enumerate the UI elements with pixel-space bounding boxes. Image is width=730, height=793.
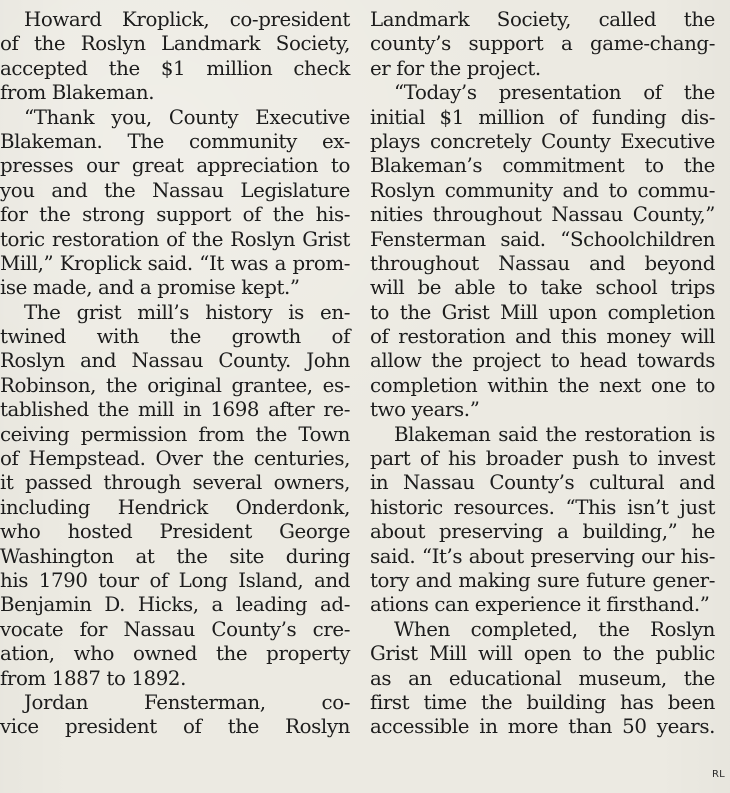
article-line: county’s support a game-chang- (370, 32, 715, 56)
article-line: as an educational museum, the (370, 666, 715, 690)
article-line: accessible in more than 50 years. (370, 715, 715, 739)
article-line: ise made, and a promise kept.” (0, 276, 300, 300)
article-line: said. “It’s about preserving our his- (370, 544, 715, 568)
article-line: ation, who owned the property (0, 642, 350, 666)
article-column-right (370, 0, 715, 740)
article-line: Washington at the site during (0, 544, 350, 568)
article-line: The grist mill’s history is en- (24, 300, 350, 324)
article-line: vocate for Nassau County’s cre- (0, 617, 350, 641)
article-line: from 1887 to 1892. (0, 666, 187, 690)
article-line: about preserving a building,” he (370, 520, 715, 544)
article-line: Roslyn and Nassau County. John (0, 349, 350, 373)
article-line: Blakeman. The community ex- (0, 129, 350, 153)
article-line: for the strong support of the his- (0, 203, 350, 227)
article-line: Mill,” Kroplick said. “It was a prom- (0, 251, 350, 275)
article-line: Grist Mill will open to the public (370, 642, 715, 666)
article-line: will be able to take school trips (370, 276, 715, 300)
article-line: two years.” (370, 398, 480, 422)
article-line: Jordan Fensterman, co- (24, 690, 350, 714)
article-line: nities throughout Nassau County,” (370, 203, 715, 227)
article-line: Blakeman said the restoration is (394, 422, 715, 446)
article-line: in Nassau County’s cultural and (370, 471, 715, 495)
article-line: of Hempstead. Over the centuries, (0, 447, 350, 471)
article-line: Blakeman’s commitment to the (370, 154, 715, 178)
article-line: Howard Kroplick, co-president (24, 8, 350, 31)
article-line: Fensterman said. “Schoolchildren (370, 227, 715, 251)
article-line: toric restoration of the Roslyn Grist (0, 227, 350, 251)
article-line: vice president of the Roslyn (0, 715, 350, 739)
article-line: presses our great appreciation to (0, 154, 350, 178)
article-line: of restoration and this money will (370, 325, 715, 349)
article-line: “Thank you, County Executive (24, 105, 350, 129)
article-line: from Blakeman. (0, 81, 155, 105)
article-line: historic resources. “This isn’t just (370, 495, 715, 519)
article-line: to the Grist Mill upon completion (370, 300, 715, 324)
article-line: it passed through several owners, (0, 471, 350, 495)
photo-credit: RL (712, 769, 725, 780)
article-line: who hosted President George (0, 520, 350, 544)
article-line: “Today’s presentation of the (394, 81, 715, 105)
article-line: ceiving permission from the Town (0, 422, 350, 446)
article-line: part of his broader push to invest (370, 447, 715, 471)
article-line: tablished the mill in 1698 after re- (0, 398, 350, 422)
article-line: ations can experience it firsthand.” (370, 593, 710, 617)
article-line: first time the building has been (370, 690, 715, 714)
article-line: accepted the $1 million check (0, 56, 350, 80)
article-line: Robinson, the original grantee, es- (0, 373, 350, 397)
article-line: completion within the next one to (370, 373, 715, 397)
article-line: of the Roslyn Landmark Society, (0, 32, 350, 56)
article-column-left (0, 0, 350, 740)
article-line: Landmark Society, called the (370, 8, 715, 31)
article-line: including Hendrick Onderdonk, (0, 495, 350, 519)
article-line: Benjamin D. Hicks, a leading ad- (0, 593, 350, 617)
article-line: When completed, the Roslyn (394, 617, 715, 641)
article-line: his 1790 tour of Long Island, and (0, 568, 350, 592)
article-line: tory and making sure future gener- (370, 568, 715, 592)
article-line: allow the project to head towards (370, 349, 715, 373)
article-line: throughout Nassau and beyond (370, 251, 715, 275)
article-line: twined with the growth of (0, 325, 350, 349)
article-line: Roslyn community and to commu- (370, 178, 715, 202)
article-line: you and the Nassau Legislature (0, 178, 350, 202)
article-line: er for the project. (370, 56, 541, 80)
article-line: plays concretely County Executive (370, 129, 715, 153)
article-line: initial $1 million of funding dis- (370, 105, 715, 129)
